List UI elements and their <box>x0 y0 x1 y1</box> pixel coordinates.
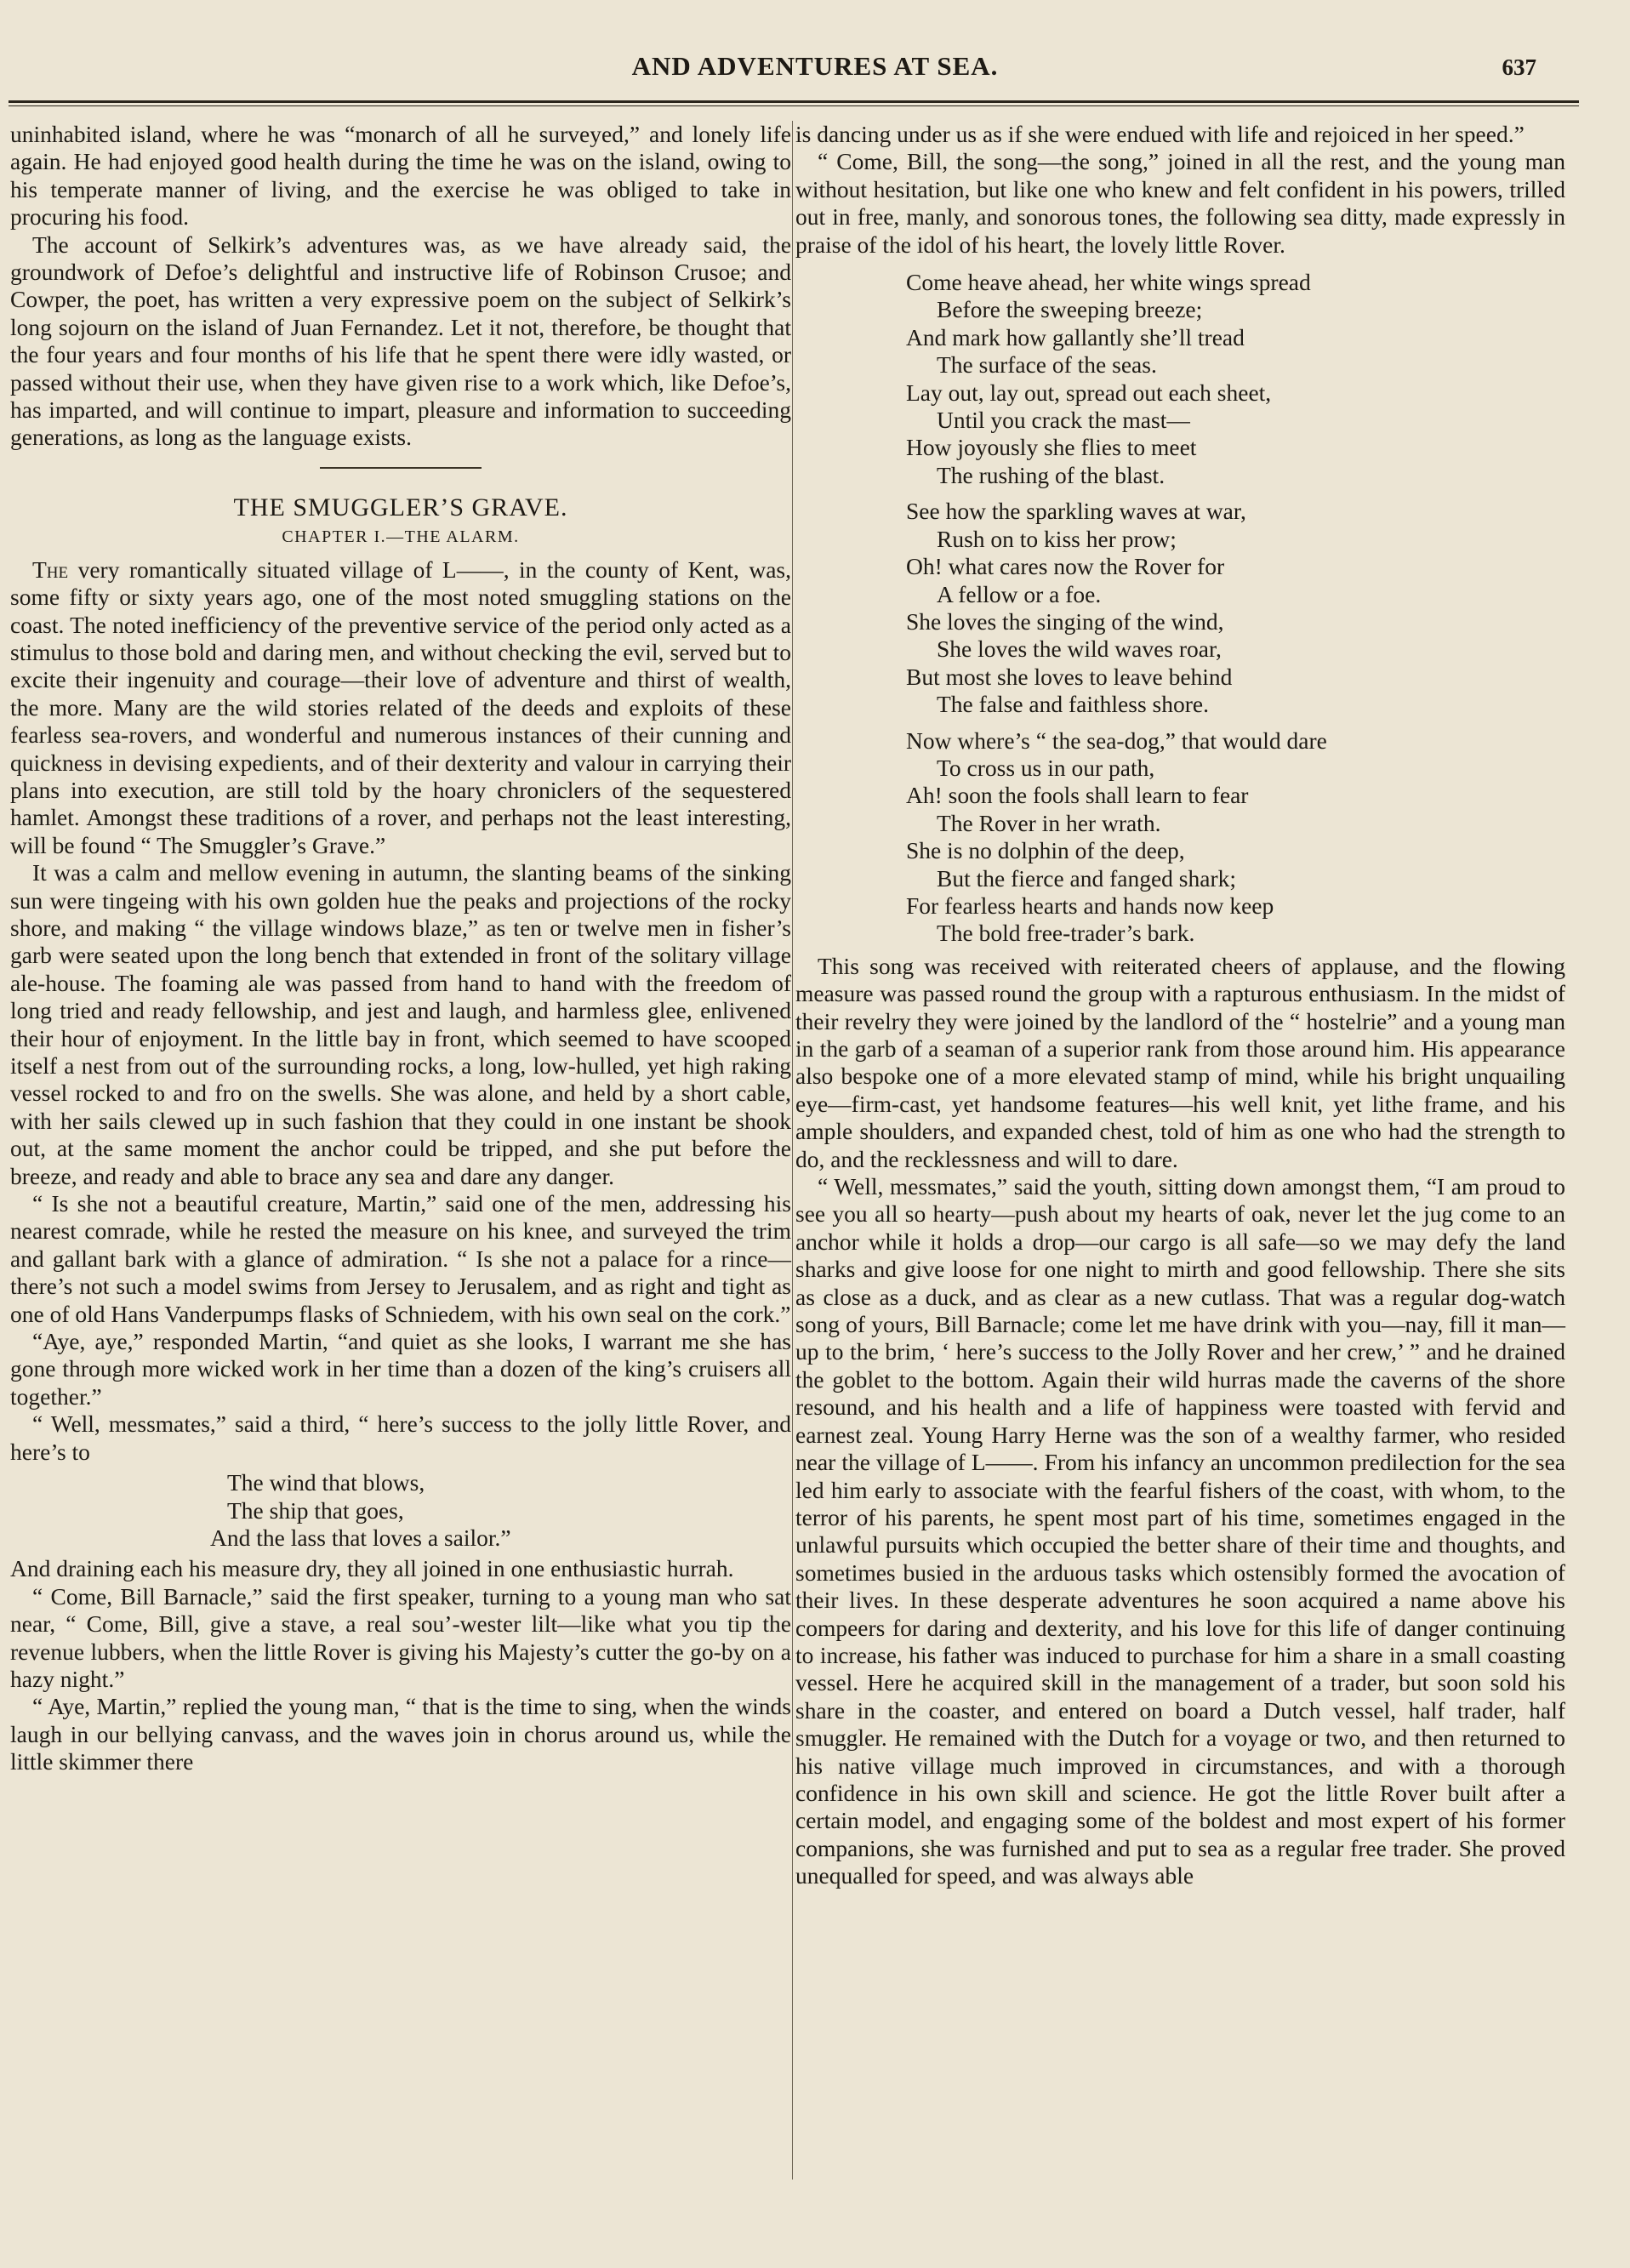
story-paragraph-2: It was a calm and mellow evening in autumn, the slanting beams of the sinking sun were tingeing with his own golden hue the peaks and projections of the rocky shore, and making “ the village windows blaze,” as ten or twelve men in fisher’s garb were seated upon the long bench that extended in front of the solitary village ale-house. The foaming ale was passed from hand to hand with the freedom of long tried and ready fellowship, and jest and laugh, and harmless glee, enlivened their hour of enjoyment. In the little bay in front, which seemed to have scooped itself a nest from out of the surrounding rocks, a long, low-hulled, yet high raking vessel rocked to and fro on the swells. She was alone, and held by a short cable, with her sails clewed up in such fashion that they could in one instant be shook out, at the same moment the anchor could be tripped, and she put before the breeze, and ready and able to brace any sea and dare any danger. <box>10 859 791 1189</box>
column-divider <box>792 121 793 2180</box>
song-stanza-3 <box>906 727 1565 948</box>
song-line: But the fierce and fanged shark; <box>937 864 1237 892</box>
sea-song <box>795 269 1565 948</box>
running-head <box>0 51 1630 85</box>
section-divider <box>320 467 482 469</box>
story-paragraph-12: “ Well, messmates,” said the youth, sitting down amongst them, “I am proud to see you all so hearty—push about my hearts of oak, never let the jug come to an anchor while it holds a drop—our cargo is all safe—so we may defy the land sharks and give loose for one night to mirth and good fellowship. There she sits as close as a duck, and as clear as a new cutlass. That was a regular dog-watch song of yours, Bill Barnacle; come let me have drink with you—nay, fill it man—up to the brim, ‘ here’s success to the Jolly Rover and her crew,’ ” and he drained the goblet to the bottom. Again their wild hurras made the caverns of the shore resound, and his health and a life of happiness were toasted with fervid and earnest zeal. Young Harry Herne was the son of a wealthy farmer, who resided near the village of L——. From his infancy an uncommon predilection for the sea led him early to associate with the fearful fishers of the coast, with whom, to the terror of his parents, he spent most part of his time, sometimes engaged in the unlawful pursuits which occupied the better share of their time and thoughts, and sometimes busied in the arduous tasks which ostensibly formed the avocation of their lives. In these desperate adventures he soon acquired a name above his compeers for daring and dexterity, and his love for this life of danger continuing to increase, his father was induced to purchase for him a share in a small coasting vessel. Here he acquired skill in the management of a trader, but soon sold his share in the coaster, and entered on board a Dutch vessel, half trader, half smuggler. He remained with the Dutch for a voyage or two, and then returned to his native village much improved in circumstances, and with a thorough confidence in his own skill and science. He got the little Rover built after a certain model, and engaging some of the boldest and most expert of his former companions, she was furnished and put to sea as a regular free trader. She proved unequalled for speed, and was always able <box>795 1173 1565 1889</box>
song-line: To cross us in our path, <box>937 754 1155 781</box>
song-line: But most she loves to leave behind <box>906 663 1233 690</box>
page-number: 637 <box>1502 54 1536 80</box>
verse-line: And the lass that loves a sailor.” <box>210 1524 511 1551</box>
story-paragraph-11: This song was received with reiterated cheers of applause, and the flowing measure was passed round the group with a rapturous enthusiasm. In the midst of their revelry they were joined by the landlord of the “ hostelrie” and a young man in the garb of a seaman of a superior rank from those around him. His appearance also bespoke one of a more elevated stamp of mind, while his bright unquailing eye—firm-cast, yet handsome features—his well knit, yet lithe frame, and his ample shoulders, and expanded chest, told of him as one who had the strength to do, and the recklessness and will to dare. <box>795 952 1565 1172</box>
story-paragraph-4: “Aye, aye,” responded Martin, “and quiet as she looks, I warrant me she has gone through more wicked work in her time than a dozen of the king’s cruisers all together.” <box>10 1328 791 1410</box>
song-line: Lay out, lay out, spread out each sheet, <box>906 379 1272 406</box>
song-line: The Rover in her wrath. <box>937 809 1161 836</box>
song-line: The surface of the seas. <box>937 351 1157 379</box>
song-line: She loves the wild waves roar, <box>937 635 1222 663</box>
selkirk-paragraph-1: uninhabited island, where he was “monarch of all he surveyed,” and lonely life again. He had enjoyed good health during the time he was on the island, owing to his temperate manner of living, and the exercise he was obliged to take in procuring his food. <box>10 121 791 231</box>
song-line: See how the sparkling waves at war, <box>906 498 1246 525</box>
header-rule <box>9 100 1579 106</box>
story-paragraph-1 <box>10 556 791 859</box>
song-line: Come heave ahead, her white wings spread <box>906 269 1311 296</box>
running-title: AND ADVENTURES AT SEA. <box>631 51 999 81</box>
left-column <box>10 121 791 1776</box>
song-line: Oh! what cares now the Rover for <box>906 553 1225 580</box>
story-paragraph-8: “ Aye, Martin,” replied the young man, “ that is the time to sing, when the winds laugh in our bellying canvass, and the waves join in chorus around us, while the little skimmer there <box>10 1693 791 1775</box>
song-line: The bold free-trader’s bark. <box>937 920 1195 947</box>
song-stanza-1 <box>906 269 1565 489</box>
selkirk-paragraph-2: The account of Selkirk’s adventures was, as we have already said, the groundwork of Defoe’s delightful and instructive life of Robinson Crusoe; and Cowper, the poet, has written a very expressive poem on the subject of Selkirk’s long sojourn on the island of Juan Fernandez. Let it not, therefore, be thought that the four years and four months of his life that he spent there were idly wasted, or passed without their use, when they have given rise to a work which, like Defoe’s, has imparted, and will continue to impart, pleasure and information to succeeding generations, as long as the language exists. <box>10 231 791 451</box>
song-line: She loves the singing of the wind, <box>906 607 1224 635</box>
verse-line: The wind that blows, <box>227 1469 425 1496</box>
song-line: And mark how gallantly she’ll tread <box>906 323 1245 350</box>
story-paragraph-10: “ Come, Bill, the song—the song,” joined in all the rest, and the young man without hesitation, but like one who knew and felt confident in his powers, trilled out in free, manly, and sonorous tones, the following sea ditty, made expressly in praise of the idol of his heart, the lovely little Rover. <box>795 148 1565 258</box>
song-stanza-2 <box>906 498 1565 718</box>
drop-lead-word: The <box>32 556 69 583</box>
story-paragraph-6: And draining each his measure dry, they all joined in one enthusiastic hurrah. <box>10 1555 734 1582</box>
song-line: She is no dolphin of the deep, <box>906 837 1185 864</box>
story-paragraph-7: “ Come, Bill Barnacle,” said the first speaker, turning to a young man who sat near, “ Come, Bill, give a stave, a real sou’-wester lilt—like what you tip the revenue lubbers, when the little Rover is giving his Majesty’s cutter the go-by on a hazy night.” <box>10 1582 791 1692</box>
story-title: THE SMUGGLER’S GRAVE. <box>233 493 568 521</box>
right-column <box>795 121 1565 1890</box>
toast-verse <box>10 1469 791 1552</box>
song-line: Ah! soon the fools shall learn to fear <box>906 782 1249 809</box>
story-paragraph-5: “ Well, messmates,” said a third, “ here’s success to the jolly little Rover, and here’s to <box>10 1410 791 1465</box>
story-paragraph-1-text: very romantically situated village of L——, in the county of Kent, was, some fifty or sixty years ago, one of the most noted smuggling stations on the coast. The noted inefficiency of the preventive service of the period only acted as a stimulus to those bold and daring men, and without checking the evil, served but to excite their ingenuity and courage—their love of adventure and thirst of wealth, the more. Many are the wild stories related of the deeds and exploits of these fearless sea-rovers, and wonderful and numerous instances of their cunning and quickness in devising expedients, and of their dexterity and valour in carrying their plans into execution, are still told by the hoary chroniclers of the sequestered hamlet. Amongst these traditions of a rover, and perhaps not the least interesting, will be found “ The Smuggler’s Grave.” <box>10 556 791 858</box>
song-line: Before the sweeping breeze; <box>937 296 1203 323</box>
song-line: Rush on to kiss her prow; <box>937 525 1177 552</box>
song-line: Until you crack the mast— <box>937 407 1190 434</box>
story-paragraph-9: is dancing under us as if she were endued with life and rejoiced in her speed.” <box>795 121 1525 147</box>
chapter-title: CHAPTER I.—THE ALARM. <box>282 527 520 547</box>
song-line: For fearless hearts and hands now keep <box>906 892 1274 919</box>
song-line: Now where’s “ the sea-dog,” that would dare <box>906 727 1327 754</box>
song-line: How joyously she flies to meet <box>906 434 1197 461</box>
song-line: The false and faithless shore. <box>937 691 1209 718</box>
verse-line: The ship that goes, <box>227 1496 404 1524</box>
story-paragraph-3: “ Is she not a beautiful creature, Martin,” said one of the men, addressing his nearest comrade, while he rested the measure on his knee, and surveyed the trim and gallant bark with a glance of admiration. “ Is she not a palace for a rince—there’s not such a model swims from Jersey to Jerusalem, and as right and tight as one of old Hans Vanderpumps flasks of Schniedem, with his own seal on the cork.” <box>10 1190 791 1327</box>
song-line: The rushing of the blast. <box>937 461 1166 488</box>
song-line: A fellow or a foe. <box>937 580 1102 607</box>
